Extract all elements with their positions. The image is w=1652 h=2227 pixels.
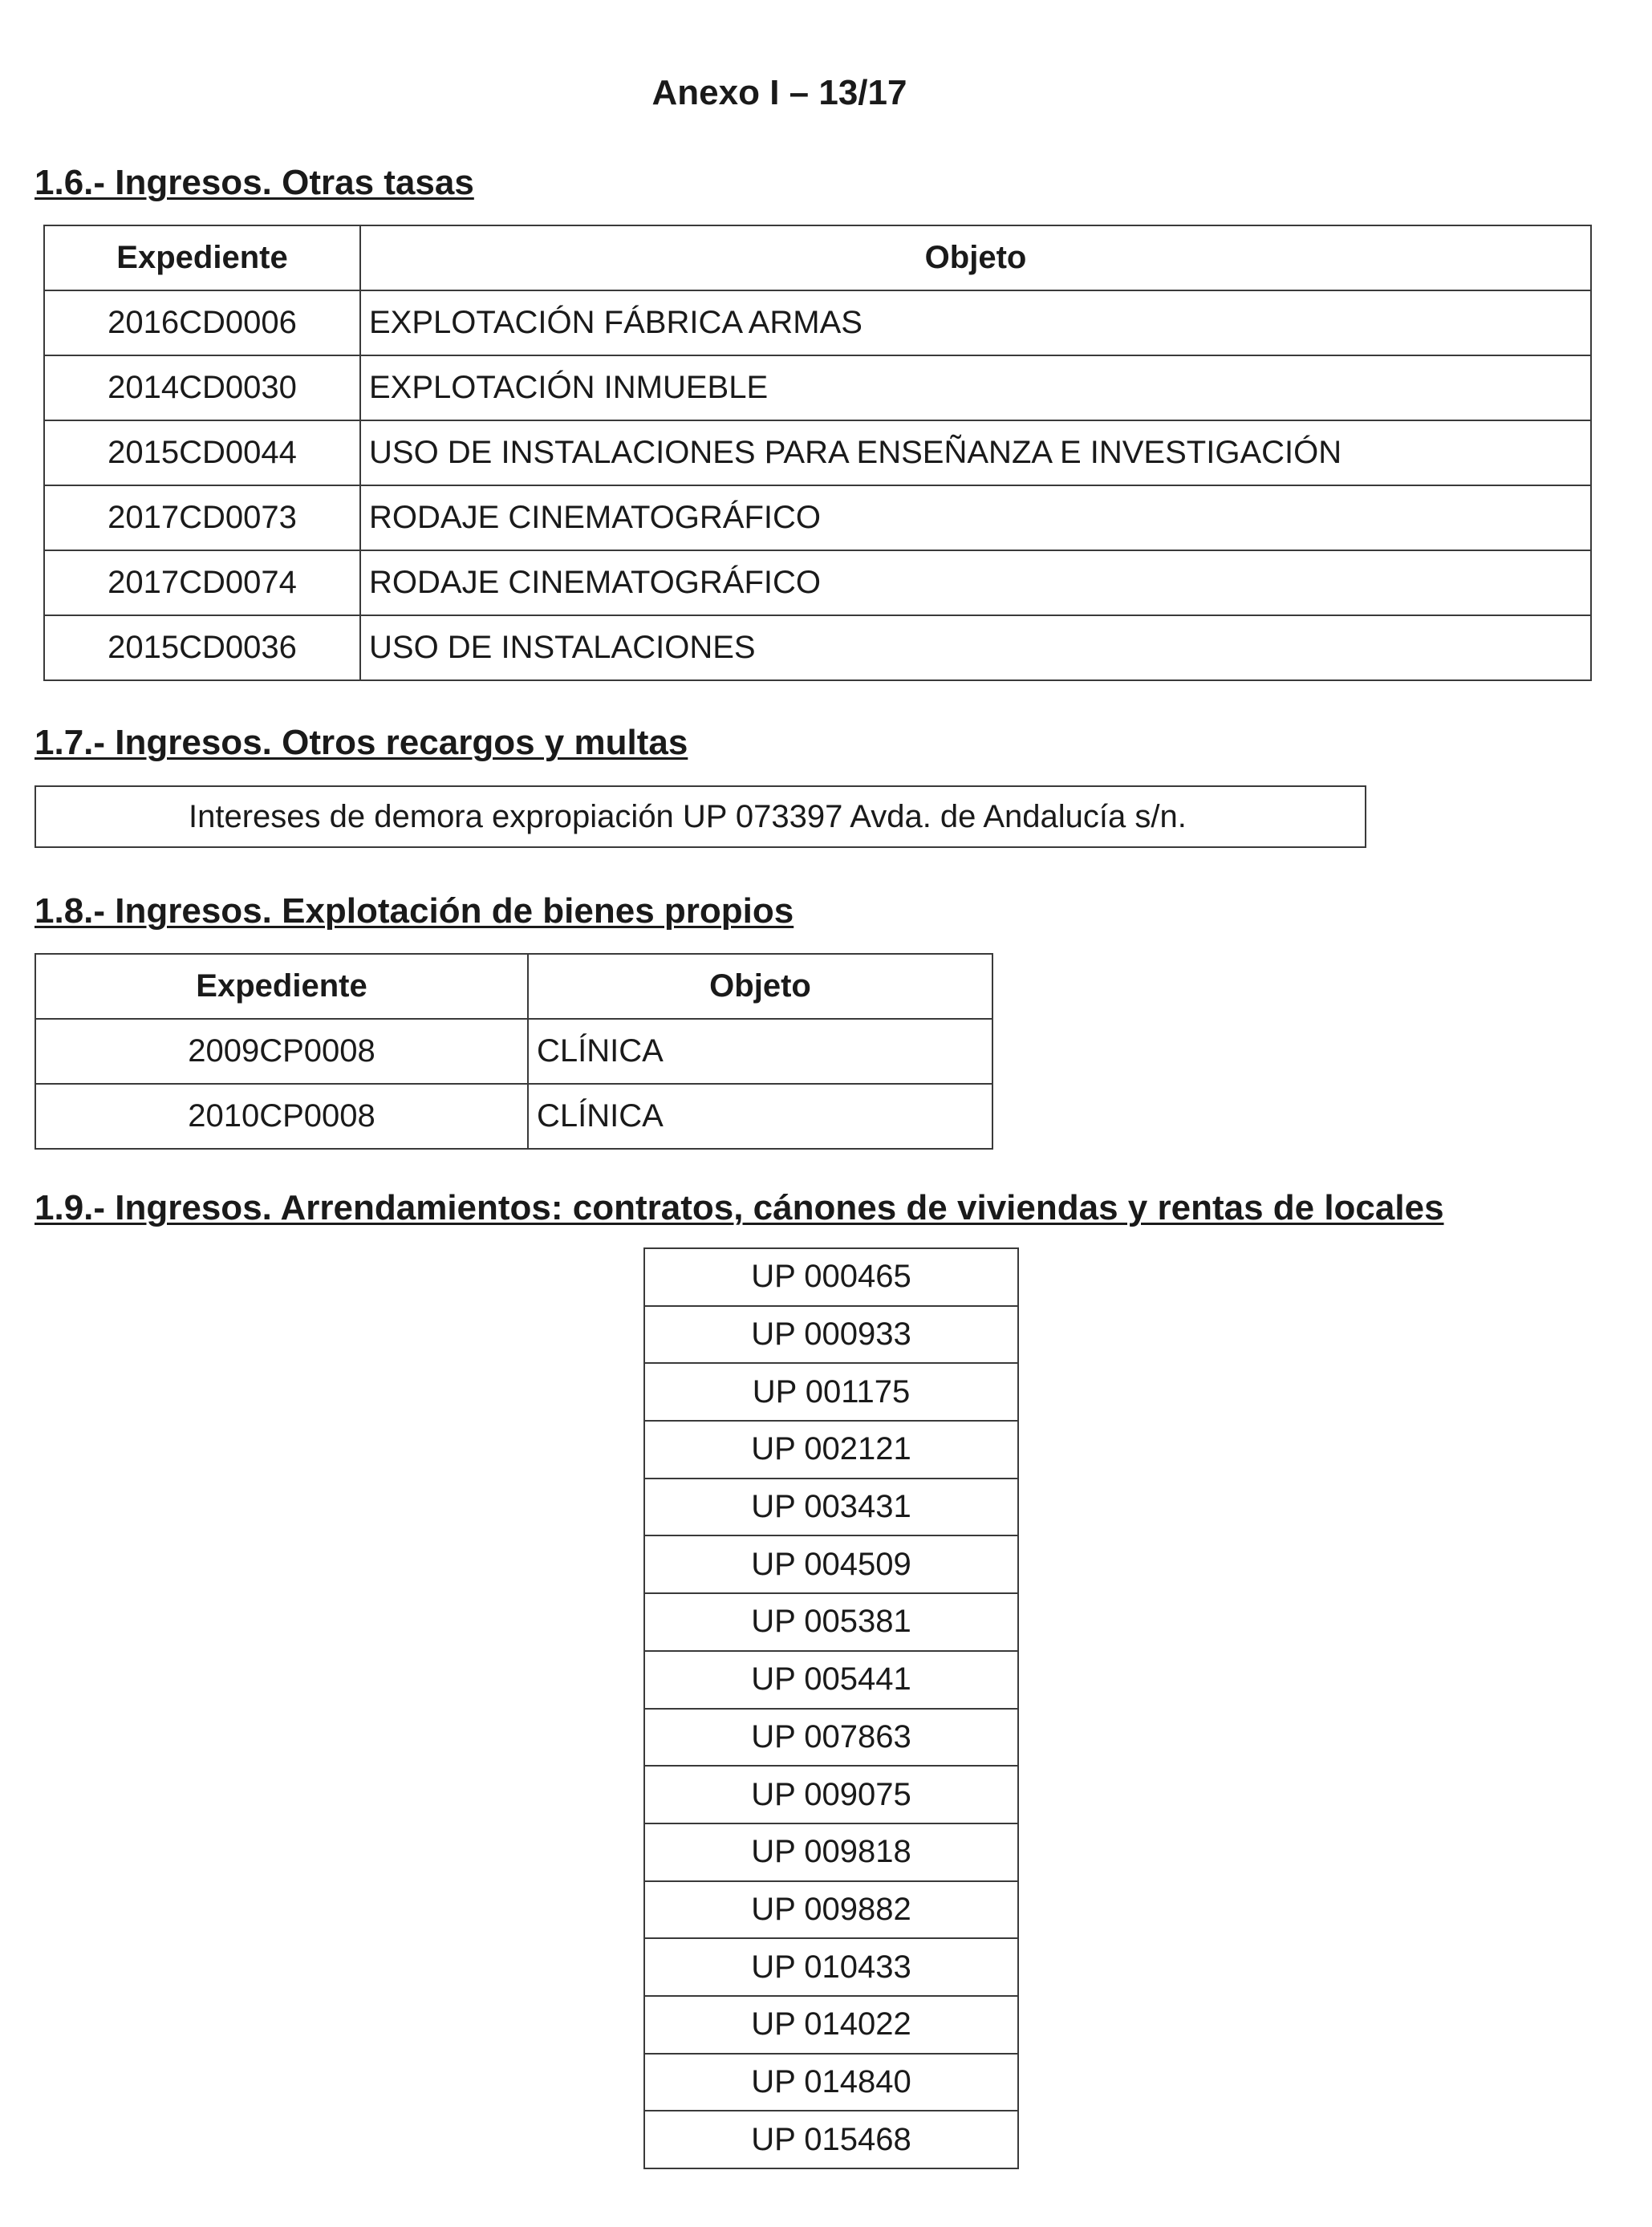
up-code-cell: UP 000465 [644, 1248, 1018, 1306]
table-row [44, 420, 1591, 485]
section-heading-1-7: 1.7.- Ingresos. Otros recargos y multas [35, 723, 688, 762]
table-row [644, 1248, 1018, 1306]
objeto-cell: USO DE INSTALACIONES [360, 615, 1591, 680]
up-code-cell: UP 004509 [644, 1535, 1018, 1593]
expediente-cell: 2016CD0006 [44, 290, 360, 355]
up-code-cell: UP 003431 [644, 1479, 1018, 1536]
up-code-cell: UP 009882 [644, 1881, 1018, 1939]
column-header-expediente: Expediente [44, 225, 360, 290]
table-row [644, 1363, 1018, 1421]
up-code-cell: UP 000933 [644, 1306, 1018, 1364]
table-row [644, 1938, 1018, 1996]
page-title: Anexo I – 13/17 [651, 73, 907, 112]
table-row [644, 1881, 1018, 1939]
table-row [644, 1306, 1018, 1364]
table-row [644, 1651, 1018, 1709]
recargos-box: Intereses de demora expropiación UP 073397 Avda. de Andalucía s/n. [35, 785, 1366, 848]
otras-tasas-table [43, 225, 1592, 681]
expediente-cell: 2009CP0008 [35, 1019, 528, 1084]
up-code-cell: UP 010433 [644, 1938, 1018, 1996]
table-row [644, 1421, 1018, 1479]
expediente-cell: 2014CD0030 [44, 355, 360, 420]
up-code-cell: UP 009818 [644, 1823, 1018, 1881]
expediente-cell: 2015CD0036 [44, 615, 360, 680]
column-header-expediente: Expediente [35, 954, 528, 1019]
expediente-cell: 2017CD0073 [44, 485, 360, 550]
up-code-cell: UP 015468 [644, 2111, 1018, 2168]
table-row [35, 1084, 992, 1149]
table-row [44, 550, 1591, 615]
up-code-cell: UP 014840 [644, 2054, 1018, 2111]
up-code-cell: UP 009075 [644, 1766, 1018, 1823]
table-row [644, 1709, 1018, 1767]
section-heading-1-8: 1.8.- Ingresos. Explotación de bienes propios [35, 891, 794, 931]
explotacion-bienes-table [35, 953, 993, 1150]
section-heading-1-9: 1.9.- Ingresos. Arrendamientos: contratos, cánones de viviendas y rentas de locales [35, 1188, 1444, 1227]
table-row [644, 1593, 1018, 1651]
up-code-cell: UP 014022 [644, 1996, 1018, 2054]
table-row [644, 1479, 1018, 1536]
table-row [44, 485, 1591, 550]
table-header-row [44, 225, 1591, 290]
table-row [644, 1996, 1018, 2054]
table-row [35, 1019, 992, 1084]
table-row [644, 1823, 1018, 1881]
objeto-cell: EXPLOTACIÓN FÁBRICA ARMAS [360, 290, 1591, 355]
table-row [644, 2111, 1018, 2168]
objeto-cell: CLÍNICA [528, 1019, 992, 1084]
section-heading-1-6: 1.6.- Ingresos. Otras tasas [35, 163, 474, 202]
table-row [644, 2054, 1018, 2111]
table-row [644, 1535, 1018, 1593]
table-row [44, 615, 1591, 680]
column-header-objeto: Objeto [528, 954, 992, 1019]
up-code-cell: UP 005381 [644, 1593, 1018, 1651]
table-row [44, 290, 1591, 355]
up-code-cell: UP 005441 [644, 1651, 1018, 1709]
column-header-objeto: Objeto [360, 225, 1591, 290]
expediente-cell: 2010CP0008 [35, 1084, 528, 1149]
expediente-cell: 2017CD0074 [44, 550, 360, 615]
table-header-row [35, 954, 992, 1019]
arrendamientos-table [643, 1247, 1019, 2169]
expediente-cell: 2015CD0044 [44, 420, 360, 485]
up-code-cell: UP 002121 [644, 1421, 1018, 1479]
up-code-cell: UP 007863 [644, 1709, 1018, 1767]
objeto-cell: EXPLOTACIÓN INMUEBLE [360, 355, 1591, 420]
table-row [44, 355, 1591, 420]
objeto-cell: RODAJE CINEMATOGRÁFICO [360, 485, 1591, 550]
objeto-cell: USO DE INSTALACIONES PARA ENSEÑANZA E INVESTIGACIÓN [360, 420, 1591, 485]
objeto-cell: CLÍNICA [528, 1084, 992, 1149]
objeto-cell: RODAJE CINEMATOGRÁFICO [360, 550, 1591, 615]
table-row [644, 1766, 1018, 1823]
up-code-cell: UP 001175 [644, 1363, 1018, 1421]
